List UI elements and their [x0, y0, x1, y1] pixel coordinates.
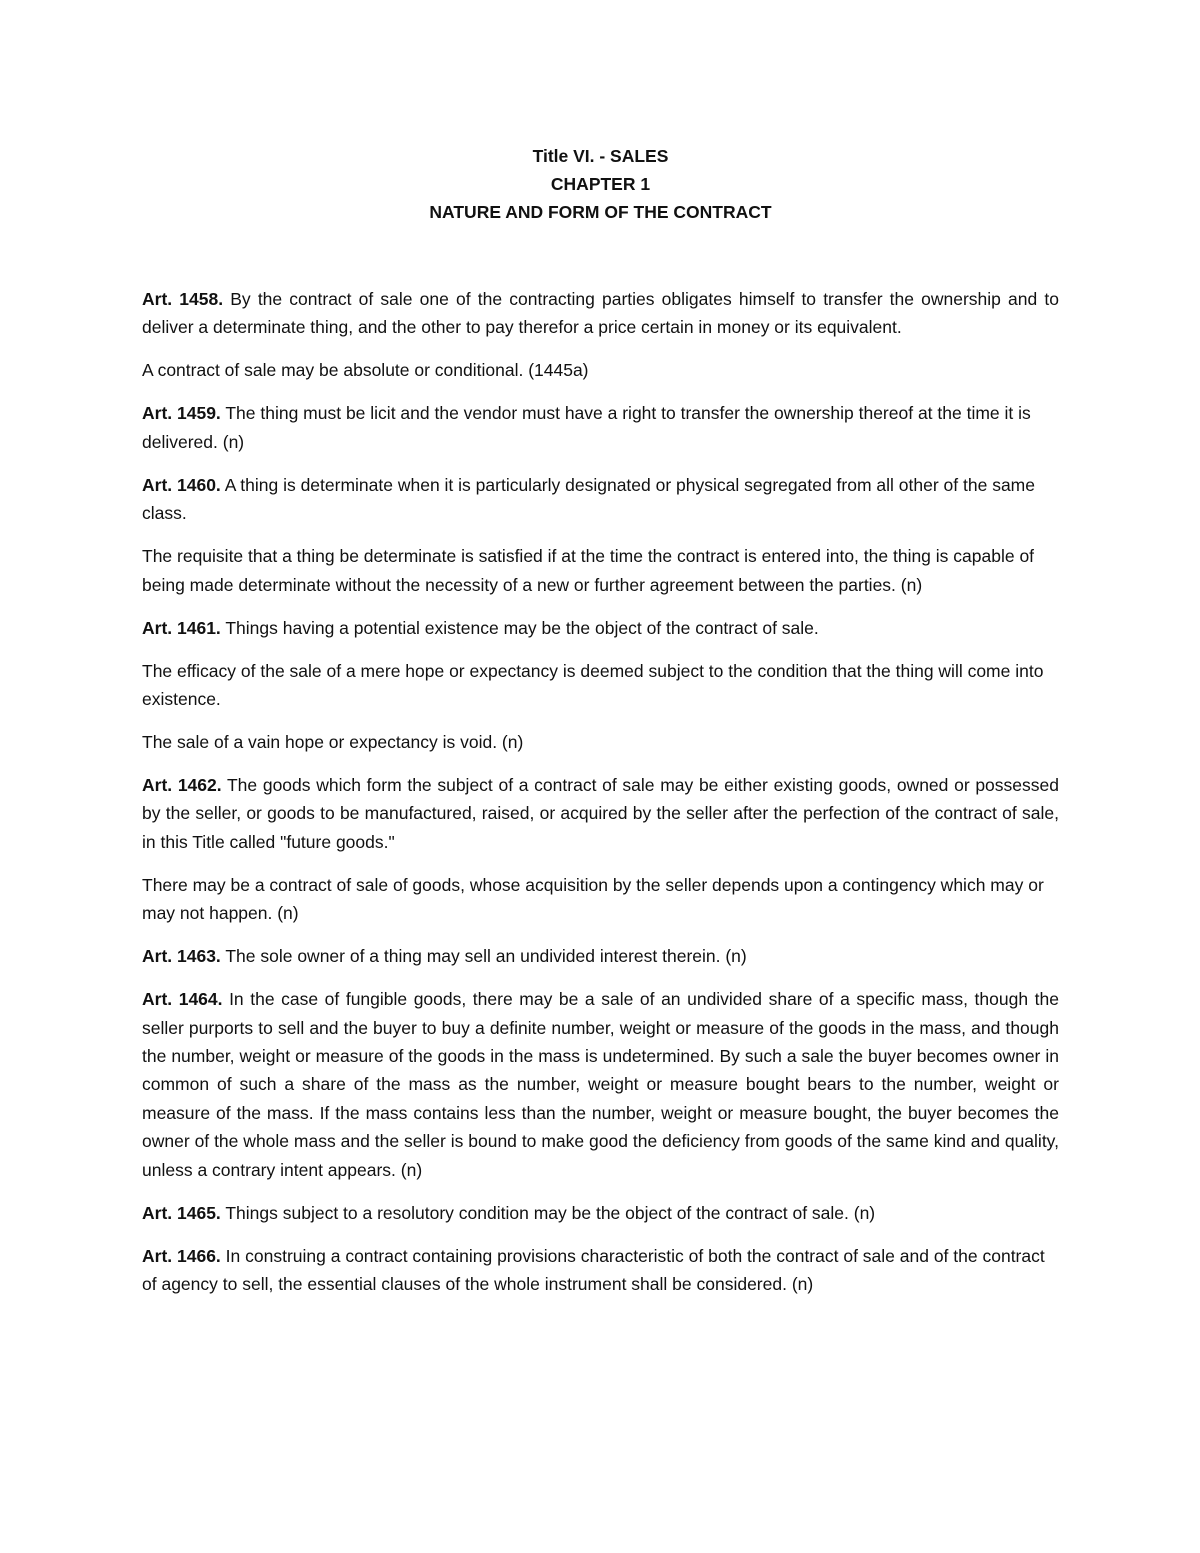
- article-text: In the case of fungible goods, there may be a sale of an undivided share of a specific mass, though the seller purports to sell and the buyer to buy a definite number, weight or measure of the goods in the mass, and though the number, weight or measure of the goods in the mass is undetermined. By such a sale the buyer becomes owner in common of such a share of the mass as the number, weight or measure bought bears to the number, weight or measure of the mass. If the mass contains less than the number, weight or measure bought, the buyer becomes the owner of the whole mass and the seller is bound to make good the deficiency from goods of the same kind and quality, unless a contrary intent appears. (n): [142, 989, 1059, 1180]
- article-text: Things having a potential existence may be the object of the contract of sale.: [220, 617, 819, 638]
- article-label: Art. 1465.: [142, 1202, 221, 1223]
- article-label: Art. 1460.: [142, 474, 221, 495]
- article-1461-continuation: [142, 657, 1059, 714]
- article-1458-continuation: [142, 356, 1059, 384]
- article-text: The sole owner of a thing may sell an undivided interest therein. (n): [220, 946, 747, 967]
- article-1461-paragraph: [142, 614, 1059, 642]
- article-1465-paragraph: [142, 1199, 1059, 1227]
- article-text: The goods which form the subject of a contract of sale may be either existing goods, owned or possessed by the seller, or goods to be manufactured, raised, or acquired by the seller after the perfection of the contract of sale, in this Title called "future goods.": [142, 775, 1059, 852]
- paragraph-text: The requisite that a thing be determinate is satisfied if at the time the contract is entered into, the thing is capable of being made determinate without the necessity of a new or further agreement between the parties. (n): [142, 546, 1035, 595]
- article-text: By the contract of sale one of the contracting parties obligates himself to transfer the ownership and to deliver a determinate thing, and the other to pay therefor a price certain in money or its equivalent.: [142, 289, 1059, 338]
- article-label: Art. 1463.: [142, 946, 221, 967]
- article-1463-paragraph: [142, 942, 1059, 970]
- article-1460-paragraph: [142, 471, 1059, 528]
- document-page: [142, 142, 1059, 1313]
- article-label: Art. 1464.: [142, 989, 223, 1010]
- article-label: Art. 1459.: [142, 403, 221, 424]
- article-text: In construing a contract containing provisions characteristic of both the contract of sale and of the contract of agency to sell, the essential clauses of the whole instrument shall be considered. (n): [142, 1245, 1045, 1295]
- chapter-heading: CHAPTER 1: [550, 174, 651, 194]
- title-heading: Title VI. - SALES: [532, 146, 669, 166]
- article-label: Art. 1461.: [142, 617, 221, 638]
- article-1466-paragraph: [142, 1242, 1059, 1299]
- article-text: A thing is determinate when it is particularly designated or physical segregated from all other of the same class.: [142, 474, 1035, 524]
- paragraph-text: The sale of a vain hope or expectancy is void. (n): [142, 732, 524, 753]
- paragraph-text: A contract of sale may be absolute or conditional. (1445a): [142, 360, 589, 381]
- article-label: Art. 1466.: [142, 1245, 221, 1266]
- article-label: Art. 1458.: [142, 289, 224, 309]
- paragraph-text: The efficacy of the sale of a mere hope or expectancy is deemed subject to the condition that the thing will come into existence.: [142, 660, 1044, 710]
- article-1459-paragraph: [142, 399, 1059, 456]
- chapter-subtitle: NATURE AND FORM OF THE CONTRACT: [429, 202, 772, 222]
- article-text: The thing must be licit and the vendor must have a right to transfer the ownership thereof at the time it is delivered. (n): [142, 403, 1031, 452]
- article-1461-continuation: [142, 728, 1059, 756]
- document-heading: [142, 142, 1059, 226]
- article-1462-paragraph: [142, 771, 1059, 856]
- article-1458-paragraph: [142, 285, 1059, 342]
- paragraph-text: There may be a contract of sale of goods, whose acquisition by the seller depends upon a contingency which may or may not happen. (n): [142, 874, 1044, 924]
- article-1460-continuation: [142, 542, 1059, 599]
- article-1464-paragraph: [142, 985, 1059, 1184]
- article-label: Art. 1462.: [142, 775, 222, 796]
- article-text: Things subject to a resolutory condition may be the object of the contract of sale. (n): [220, 1202, 876, 1223]
- article-1462-continuation: [142, 871, 1059, 928]
